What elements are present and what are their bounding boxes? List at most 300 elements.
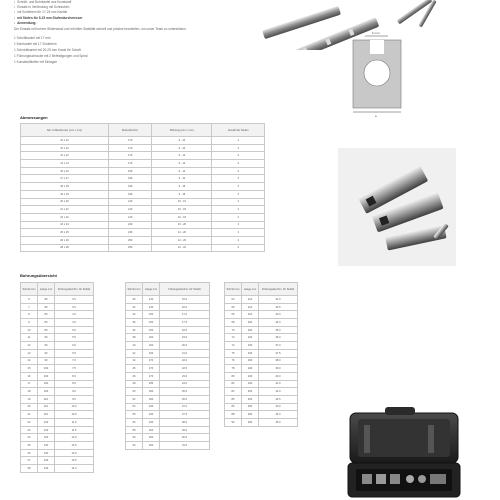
table-row [225, 395, 298, 403]
table-row [21, 426, 94, 434]
product-case-image [340, 405, 465, 500]
table-row [126, 395, 210, 403]
table-cell: 4 [212, 152, 265, 160]
table-cell: 58 [126, 426, 143, 434]
drilling-table-3 [224, 282, 298, 427]
table-cell: 14 x 14 [21, 160, 109, 168]
table-cell: 24.0 [160, 380, 210, 388]
table-cell: 210 [242, 311, 259, 319]
table-cell: 64 [225, 296, 242, 304]
table-cell: 11.0 [55, 419, 94, 427]
table-cell: 90 [225, 419, 242, 427]
table-cell: 170 [108, 152, 151, 160]
table-cell: 170 [108, 144, 151, 152]
table-cell: 10 - 20 [152, 221, 212, 229]
table-cell: 6 - 16 [152, 183, 212, 191]
table-cell: 90 [38, 334, 55, 342]
table-cell: 10.5 [55, 411, 94, 419]
table-cell: 180 [143, 395, 160, 403]
table-row [126, 388, 210, 396]
table-cell: 6 - 14 [152, 175, 212, 183]
table-cell: 26.0 [160, 395, 210, 403]
table-cell: 160 [143, 342, 160, 350]
table-row [21, 175, 265, 183]
table-cell: 190 [108, 183, 151, 191]
table-cell: 100 [38, 372, 55, 380]
table-row [126, 365, 210, 373]
table-cell: 220 [242, 319, 259, 327]
table-cell: 25.0 [160, 388, 210, 396]
table-cell: 6 - 12 [152, 152, 212, 160]
table-row [225, 380, 298, 388]
table-cell: 230 [242, 357, 259, 365]
table-cell: 4 [212, 221, 265, 229]
table-row [21, 388, 94, 396]
table-row [126, 434, 210, 442]
table-cell: 24 x 24 [21, 221, 109, 229]
table-cell: 46 [126, 372, 143, 380]
table-cell: 30.0 [160, 434, 210, 442]
table-cell: 17 x 17 [21, 175, 109, 183]
table-cell: 6 - 16 [152, 190, 212, 198]
table-cell: 12.0 [55, 434, 94, 442]
table-cell: 23.0 [160, 372, 210, 380]
table-row [21, 236, 265, 244]
table-cell: 10 x 10 [21, 144, 109, 152]
table-cell: 18.0 [160, 326, 210, 334]
section-heading-dimensions: Abmessungen [20, 115, 48, 120]
table-cell: 56 [126, 419, 143, 427]
table-cell: 80 [38, 326, 55, 334]
table-cell: 190 [108, 175, 151, 183]
table-cell: 68 [225, 319, 242, 327]
table-cell: 170 [108, 137, 151, 145]
table-row [126, 342, 210, 350]
table-row [21, 213, 265, 221]
table-row [21, 221, 265, 229]
table-cell: 9.0 [55, 388, 94, 396]
table-cell: 32.0 [259, 296, 298, 304]
table-cell: 22 [21, 419, 38, 427]
table-row [225, 365, 298, 373]
table-row [225, 319, 298, 327]
table-cell: 7.5 [55, 365, 94, 373]
table-cell: 21 x 21 [21, 206, 109, 214]
table-row [225, 403, 298, 411]
table-cell: 38 [126, 334, 143, 342]
table-cell: 8.5 [55, 380, 94, 388]
table-header: Führungsdurchm. für Schaft [160, 283, 210, 296]
table-cell: 12 - 20 [152, 236, 212, 244]
table-cell: 39.0 [259, 365, 298, 373]
table-cell: 4 [212, 229, 265, 237]
table-row [126, 380, 210, 388]
table-cell: 21.0 [160, 349, 210, 357]
table-cell: 16 x 16 [21, 167, 109, 175]
table-cell: 4 [212, 236, 265, 244]
table-cell: 130 [38, 457, 55, 465]
table-cell: 41.0 [259, 380, 298, 388]
table-row [225, 334, 298, 342]
table-row [126, 372, 210, 380]
table-cell: 65 [225, 303, 242, 311]
table-row [225, 411, 298, 419]
table-cell: 4 [212, 198, 265, 206]
table-cell: 28.0 [160, 419, 210, 427]
table-row [21, 244, 265, 252]
table-cell: 210 [108, 206, 151, 214]
table-cell: 200 [143, 434, 160, 442]
table-cell: 190 [143, 403, 160, 411]
table-cell: 20 x 20 [21, 198, 109, 206]
table-cell: 170 [143, 365, 160, 373]
table-cell: 86 [225, 403, 242, 411]
table-cell: 90 [38, 342, 55, 350]
table-row [21, 144, 265, 152]
intro-bullet: • Schnitt- und Bohrkantel aus Kunststoff [14, 0, 264, 5]
table-row [126, 296, 210, 304]
list-item: 1 Bohrkantel mit 17 Schiebern [14, 42, 57, 47]
table-cell: 36 [126, 326, 143, 334]
table-cell: 80 [225, 372, 242, 380]
table-cell: 7.0 [55, 357, 94, 365]
table-row [225, 303, 298, 311]
table-cell: 150 [143, 326, 160, 334]
table-cell: 140 [143, 303, 160, 311]
table-cell: 4 [212, 160, 265, 168]
table-cell: 13.5 [55, 457, 94, 465]
table-cell: 26 x 26 [21, 236, 109, 244]
table-cell: 5.5 [55, 334, 94, 342]
table-cell: 32 [126, 303, 143, 311]
table-cell: 240 [242, 380, 259, 388]
intro-bullet-application: • Anwendung: [14, 21, 264, 26]
section-heading-drilling: Bohrungsübersicht [20, 273, 57, 278]
table-cell: 20.0 [160, 342, 210, 350]
table-cell: 50 [126, 388, 143, 396]
table-cell: 84 [225, 388, 242, 396]
table-cell: 220 [242, 334, 259, 342]
table-cell: 6.5 [55, 349, 94, 357]
table-header: Führungsdurchm. für Schaft [259, 283, 298, 296]
table-row [126, 319, 210, 327]
table-row [21, 206, 265, 214]
intro-text [14, 0, 264, 66]
table-cell: 42 [126, 349, 143, 357]
table-cell: 82 [225, 380, 242, 388]
list-item: 1 Führungsschraube mit 2 Befestigungen und Spiral [14, 54, 88, 59]
table-row [21, 372, 94, 380]
dimensions-table [20, 123, 265, 252]
table-cell: 230 [108, 229, 151, 237]
table-cell: 25 [21, 442, 38, 450]
table-cell: 100 [38, 388, 55, 396]
table-cell: 180 [143, 380, 160, 388]
table-cell: 3.5 [55, 296, 94, 304]
table-cell: 13.0 [55, 449, 94, 457]
diagram-label-bottom: a [375, 114, 377, 118]
diagram-label-top: b mm [372, 31, 380, 35]
table-cell: 210 [108, 198, 151, 206]
table-cell: 44 [126, 357, 143, 365]
table-cell: 170 [108, 160, 151, 168]
table-row [126, 334, 210, 342]
table-cell: 260 [242, 419, 259, 427]
table-cell: 85 [225, 395, 242, 403]
table-cell: 37.0 [259, 342, 298, 350]
table-cell: 22.5 [160, 365, 210, 373]
table-cell: 19.0 [160, 334, 210, 342]
table-row [21, 442, 94, 450]
table-header: Anzahl der Stufen [212, 124, 265, 137]
table-cell: 36.0 [259, 334, 298, 342]
table-cell: 60 [126, 434, 143, 442]
table-cell: 150 [143, 319, 160, 327]
table-cell: 16 [21, 372, 38, 380]
table-cell: 260 [242, 411, 259, 419]
table-cell: 5.0 [55, 326, 94, 334]
table-row [126, 419, 210, 427]
table-row [21, 419, 94, 427]
table-row [126, 349, 210, 357]
table-row [225, 349, 298, 357]
table-cell: 21 [21, 411, 38, 419]
table-cell: 7 [21, 303, 38, 311]
table-row [126, 426, 210, 434]
table-cell: 24 [21, 434, 38, 442]
table-cell: 20 [21, 403, 38, 411]
table-cell: 28 x 28 [21, 244, 109, 252]
table-row [21, 380, 94, 388]
table-cell: 42.5 [259, 395, 298, 403]
table-cell: 76 [225, 357, 242, 365]
table-cell: 45.0 [259, 419, 298, 427]
table-header: Nur zu Bestimmen (mm x mm) [21, 124, 109, 137]
table-cell: 17 [21, 380, 38, 388]
table-row [225, 357, 298, 365]
table-cell: 52 [126, 395, 143, 403]
table-cell: 4 [212, 190, 265, 198]
table-cell: 250 [242, 395, 259, 403]
table-row [126, 326, 210, 334]
table-cell: 10.0 [55, 403, 94, 411]
table-header: Schnitt mm [126, 283, 143, 296]
table-cell: 90 [38, 357, 55, 365]
table-row [225, 419, 298, 427]
table-cell: 10 x 10 [21, 137, 109, 145]
table-row [21, 411, 94, 419]
table-cell: 100 [38, 380, 55, 388]
table-cell: 170 [143, 372, 160, 380]
table-cell: 6 - 14 [152, 167, 212, 175]
table-cell: 88 [225, 411, 242, 419]
table-row [21, 457, 94, 465]
table-cell: 17.0 [160, 311, 210, 319]
drilling-table-2 [125, 282, 210, 450]
table-cell: 4 [212, 175, 265, 183]
table-cell: 30 [126, 296, 143, 304]
table-cell: 78 [225, 365, 242, 373]
table-header: Bohrung (mm x mm) [152, 124, 212, 137]
table-cell: 27 [21, 457, 38, 465]
table-cell: 4 [212, 183, 265, 191]
table-cell: 160 [143, 349, 160, 357]
table-row [21, 167, 265, 175]
table-cell: 230 [242, 349, 259, 357]
table-cell: 190 [143, 419, 160, 427]
table-cell: 62 [126, 442, 143, 450]
table-cell: 10 - 18 [152, 206, 212, 214]
table-row [225, 296, 298, 304]
table-row [21, 434, 94, 442]
table-cell: 4 [212, 167, 265, 175]
table-cell: 29.0 [160, 426, 210, 434]
table-cell: 17.5 [160, 319, 210, 327]
table-cell: 15.0 [160, 296, 210, 304]
table-row [21, 365, 94, 373]
table-cell: 44.0 [259, 411, 298, 419]
table-cell: 35 [126, 319, 143, 327]
table-cell: 170 [143, 357, 160, 365]
table-cell: 12 [21, 342, 38, 350]
intro-paragraph: Der Einsatz mit hohem Widerstand und erhöhter Stabilität schnell und präzise bearbeiten, um unser Team zu unterstützen. [14, 27, 187, 32]
table-cell: 230 [108, 221, 151, 229]
table-cell: 16.0 [160, 303, 210, 311]
table-header: Führungsdurchm. für Schaft [55, 283, 94, 296]
table-row [21, 152, 265, 160]
table-cell: 200 [143, 426, 160, 434]
table-cell: 54 [126, 403, 143, 411]
table-row [21, 303, 94, 311]
table-row [21, 449, 94, 457]
table-cell: 48 [126, 380, 143, 388]
table-row [21, 319, 94, 327]
table-row [225, 311, 298, 319]
table-row [225, 342, 298, 350]
table-cell: 33.0 [259, 311, 298, 319]
table-cell: 27.5 [160, 411, 210, 419]
table-cell: 40.0 [259, 372, 298, 380]
table-cell: 190 [108, 190, 151, 198]
table-cell: 11 [21, 334, 38, 342]
table-row [21, 395, 94, 403]
table-cell: 200 [143, 442, 160, 450]
product-clamp-image [338, 148, 456, 266]
table-cell: 4 [212, 244, 265, 252]
table-row [21, 160, 265, 168]
table-cell: 18 x 18 [21, 183, 109, 191]
table-row [126, 403, 210, 411]
table-cell: 12.5 [55, 442, 94, 450]
table-cell: 74 [225, 342, 242, 350]
table-cell: 34.0 [259, 319, 298, 327]
intro-bullet: • mit Schiebern für 17-24 mm Kanäle [14, 10, 264, 15]
table-cell: 210 [242, 303, 259, 311]
table-row [21, 137, 265, 145]
table-cell: 110 [38, 411, 55, 419]
table-header: Länge mm [143, 283, 160, 296]
table-row [21, 229, 265, 237]
table-cell: 90 [38, 349, 55, 357]
table-cell: 230 [242, 342, 259, 350]
table-cell: 190 [108, 167, 151, 175]
table-cell: 3.5 [55, 303, 94, 311]
table-header: Länge mm [38, 283, 55, 296]
table-cell: 45 [126, 365, 143, 373]
table-cell: 26 [21, 449, 38, 457]
table-cell: 8 [21, 311, 38, 319]
table-cell: 4 [212, 144, 265, 152]
table-cell: 34 [126, 311, 143, 319]
table-cell: 6 [21, 296, 38, 304]
list-item: 1 Schneidkantel mit 20-25 mm Kanal für Schaft [14, 48, 81, 53]
table-cell: 8.0 [55, 372, 94, 380]
table-cell: 130 [38, 449, 55, 457]
table-cell: 11.5 [55, 426, 94, 434]
table-cell: 160 [143, 334, 160, 342]
table-cell: 220 [242, 326, 259, 334]
table-cell: 35.0 [259, 326, 298, 334]
table-cell: 23 [21, 426, 38, 434]
table-cell: 38.0 [259, 357, 298, 365]
table-cell: 240 [242, 372, 259, 380]
table-cell: 72 [225, 334, 242, 342]
table-cell: 22 x 22 [21, 213, 109, 221]
table-cell: 4.5 [55, 319, 94, 327]
table-cell: 15 [21, 365, 38, 373]
table-cell: 9.5 [55, 395, 94, 403]
intro-bullet-strong: • mit Stufen für 5-15 mm Stufendurchmesser [14, 16, 264, 21]
table-row [21, 183, 265, 191]
table-row [21, 296, 94, 304]
table-cell: 31.0 [160, 442, 210, 450]
table-cell: 80 [38, 296, 55, 304]
table-cell: 55 [126, 411, 143, 419]
table-cell: 32.5 [259, 303, 298, 311]
table-cell: 4 [212, 213, 265, 221]
table-row [21, 334, 94, 342]
table-header: Schnitt mm [225, 283, 242, 296]
table-row [126, 311, 210, 319]
table-row [126, 411, 210, 419]
table-cell: 110 [38, 395, 55, 403]
table-cell: 14.0 [55, 465, 94, 473]
table-cell: 150 [143, 311, 160, 319]
table-row [126, 442, 210, 450]
table-cell: 80 [38, 311, 55, 319]
table-row [21, 349, 94, 357]
table-cell: 13 [21, 349, 38, 357]
table-row [21, 357, 94, 365]
table-cell: 120 [38, 419, 55, 427]
table-cell: 27.0 [160, 403, 210, 411]
table-cell: 4.0 [55, 311, 94, 319]
table-cell: 180 [143, 388, 160, 396]
table-cell: 19 x 19 [21, 190, 109, 198]
table-cell: 120 [38, 434, 55, 442]
table-cell: 12 - 22 [152, 244, 212, 252]
table-cell: 6.0 [55, 342, 94, 350]
table-cell: 140 [38, 465, 55, 473]
table-cell: 66 [225, 311, 242, 319]
table-cell: 100 [38, 365, 55, 373]
table-cell: 190 [143, 411, 160, 419]
table-cell: 110 [38, 403, 55, 411]
table-cell: 210 [242, 296, 259, 304]
table-cell: 250 [108, 236, 151, 244]
table-cell: 6 - 10 [152, 137, 212, 145]
table-cell: 4 [212, 137, 265, 145]
